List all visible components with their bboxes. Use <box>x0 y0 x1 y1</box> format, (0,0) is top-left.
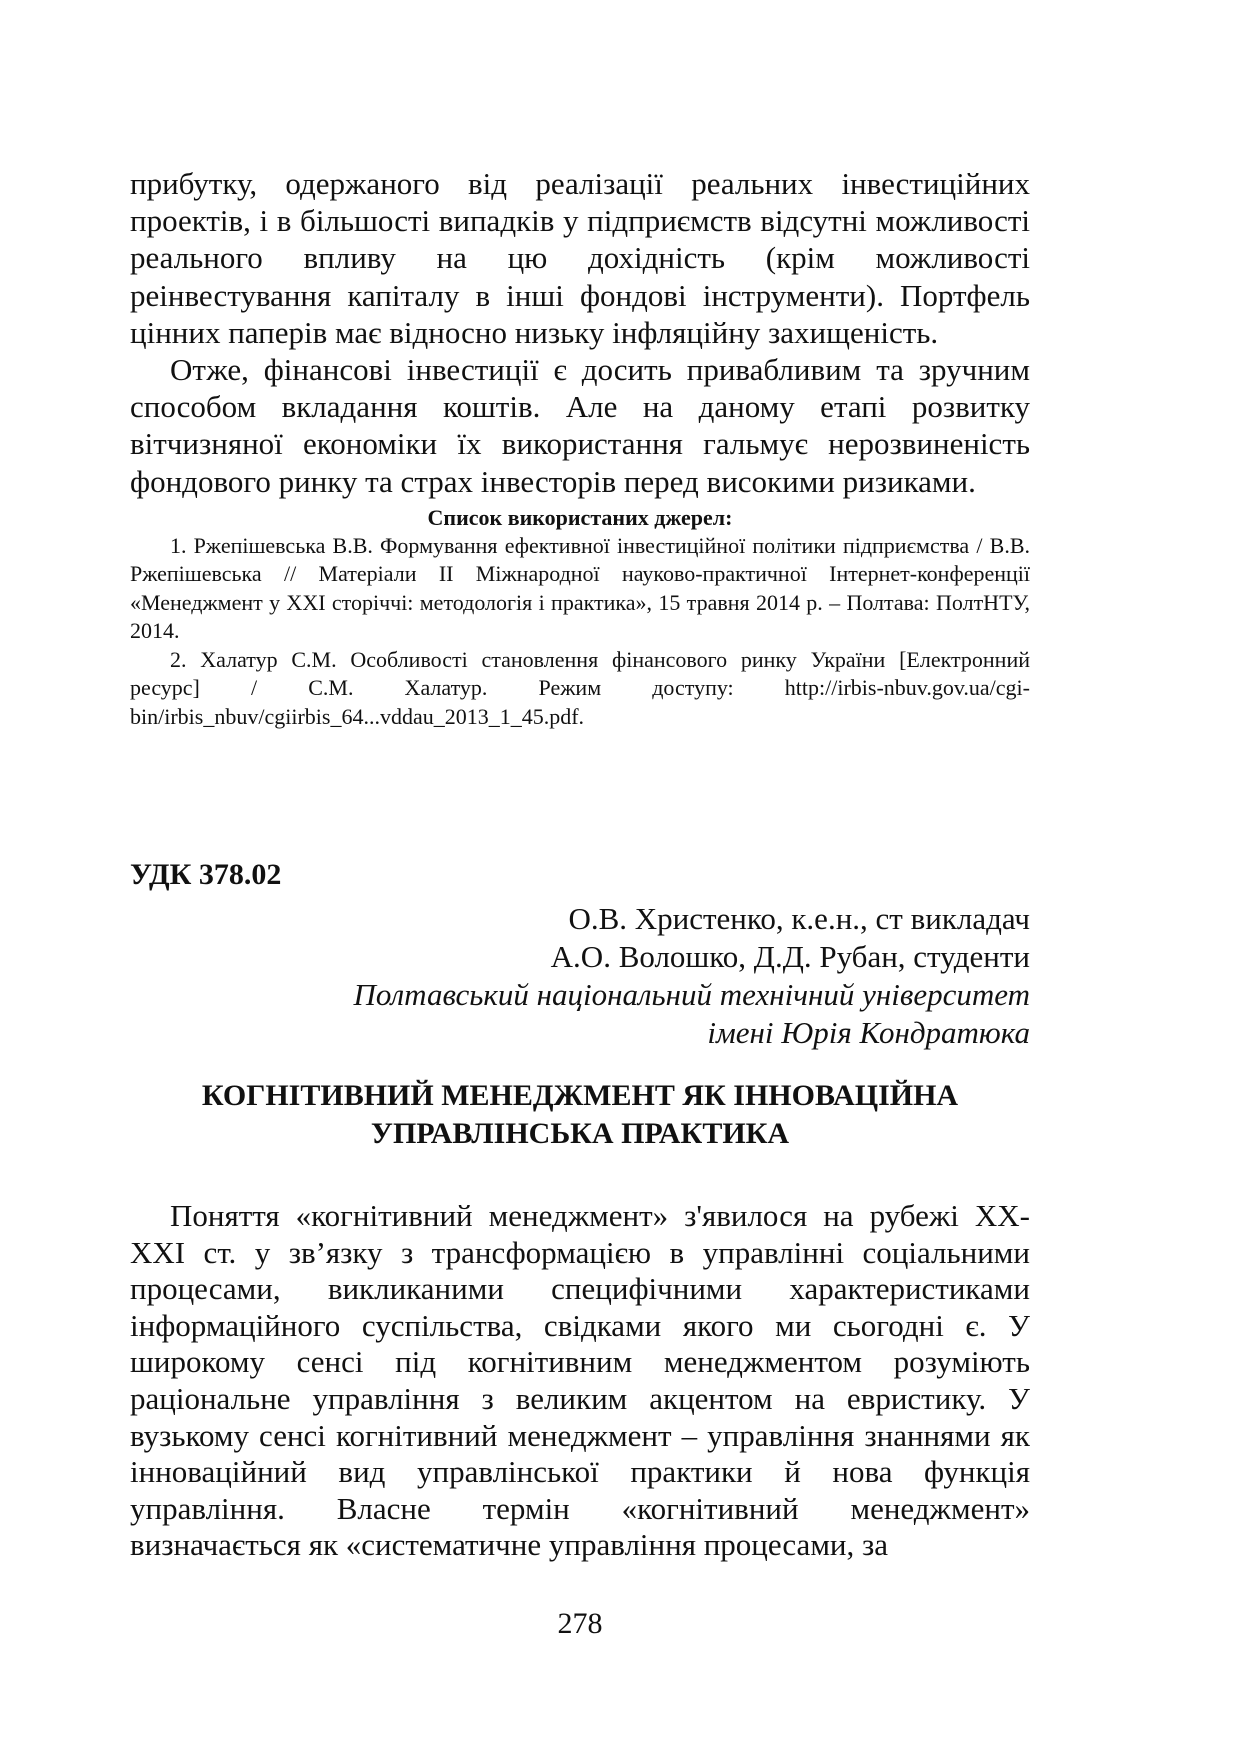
author-line-1: О.В. Христенко, к.е.н., ст викладач <box>568 901 1030 936</box>
article-title-line-1: КОГНІТИВНИЙ МЕНЕДЖМЕНТ ЯК ІННОВАЦІЙНА <box>201 1079 959 1112</box>
article-body <box>130 1198 1030 1564</box>
udc-code: УДК 378.02 <box>130 858 282 891</box>
author-line-2: А.О. Волошко, Д.Д. Рубан, студенти <box>550 939 1030 974</box>
article-title <box>130 1077 1030 1153</box>
reference-item-2: 2. Халатур С.М. Особливості становлення фінансового ринку України [Електронний ресурс] / С.М. Халатур. Режим доступу: http://irbis-nbuv.gov.ua/cgi-bin/irbis_nbuv/cgiirbis_64...vddau_2013_1_45.pdf. <box>130 646 1030 729</box>
references-section <box>130 504 1030 732</box>
authors-block <box>354 900 1030 1052</box>
affiliation-line-1: Полтавський національний технічний університет <box>353 977 1030 1012</box>
references-title: Список використаних джерел: <box>427 504 733 530</box>
reference-item-1: 1. Ржепішевська В.В. Формування ефективної інвестиційної політики підприємства / В.В. Ржепішевська // Матеріали ІІ Міжнародної науково-практичної Інтернет-конференції «Менеджмент у ХХІ сторіччі: методологія і практика», 15 травня 2014 р. – Полтава: ПолтНТУ, 2014. <box>130 532 1030 644</box>
document-page <box>130 165 1030 1640</box>
article-body-paragraph: Поняття «когнітивний менеджмент» з'явилося на рубежі XX-XXI ст. у зв’язку з трансформацією в управлінні соціальними процесами, викликаними специфічними характеристиками інформаційного суспільства, свідками якого ми сьогодні є. У широкому сенсі під когнітивним менеджментом розуміють раціональне управління з великим акцентом на евристику. У вузькому сенсі когнітивний менеджмент – управління знаннями як інноваційний вид управлінської практики й нова функція управління. Власне термін «когнітивний менеджмент» визначається як «систематичне управління процесами, за <box>130 1198 1030 1563</box>
page-number: 278 <box>557 1607 603 1640</box>
paragraph-conclusion: Отже, фінансові інвестиції є досить привабливим та зручним способом вкладання коштів. Але на даному етапі розвитку вітчизняної економіки їх використання гальмує нерозвиненість фондового ринку та страх інвесторів перед високими ризиками. <box>130 352 1030 499</box>
affiliation-line-2: імені Юрія Кондратюка <box>707 1015 1030 1050</box>
article-title-line-2: УПРАВЛІНСЬКА ПРАКТИКА <box>370 1117 790 1150</box>
paragraph-continuation: прибутку, одержаного від реалізації реальних інвестиційних проектів, і в більшості випадків у підприємств відсутні можливості реального впливу на цю дохідність (крім можливості реінвестування капіталу в інші фондові інструменти). Портфель цінних паперів має відносно низьку інфляційну захищеність. <box>130 166 1030 350</box>
